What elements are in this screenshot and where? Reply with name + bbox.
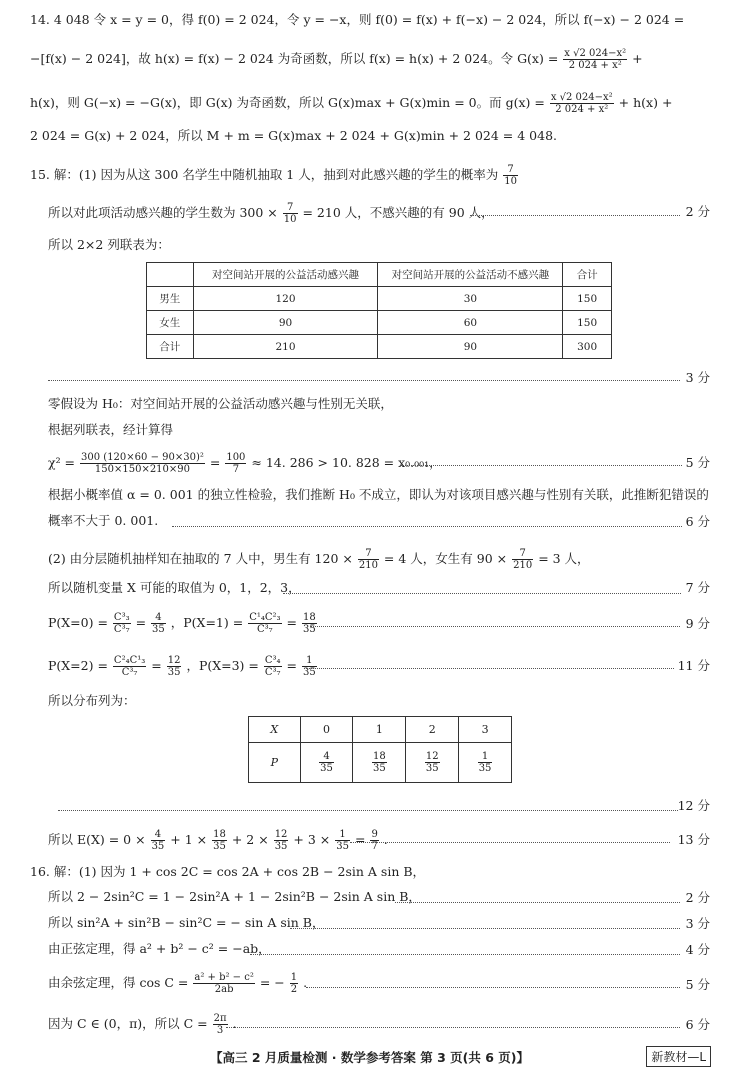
q14-line3: h(x)，则 G(−x) = −G(x)，即 G(x) 为奇函数，所以 G(x)max + G(x)min = 0。而 g(x) = $\frac{\text{x √2 024−x²}}{\text{2 024 + x²}}$ + h(x) + (30, 92, 673, 115)
q14-line1: 14. 4 048 令 x = y = 0，得 f(0) = 2 024，令 y = −x，则 f(0) = f(x) + f(−x) − 2 024，所以 f(−x) − 2 024 = (30, 12, 685, 27)
table-header: 对空间站开展的公益活动感兴趣 (193, 263, 378, 287)
q16-line4: 由正弦定理，得 a² + b² − c² = −ab， (48, 941, 271, 956)
q15-table-points: 3 分 (685, 370, 710, 385)
q15-conclusion-points: 6 分 (685, 514, 710, 529)
distribution-table (248, 716, 512, 783)
q14-line4: 2 024 = G(x) + 2 024，所以 M + m = G(x)max + 2 024 + G(x)min + 2 024 = 4 048. (30, 128, 558, 143)
q16-line2-points: 2 分 (685, 890, 710, 905)
q15-h0: 零假设为 H₀：对空间站开展的公益活动感兴趣与性别无关联， (48, 396, 393, 411)
q15-p2-points: 2 分 (685, 204, 710, 219)
table-header: 合计 (563, 263, 612, 287)
q15-prob-01-points: 9 分 (685, 616, 710, 631)
q15-dist-points: 12 分 (677, 798, 710, 813)
q15-dist-intro: 所以分布列为： (48, 693, 136, 708)
q16-line6: 因为 C ∈ (0，π)，所以 C = $\frac{2\pi}{3}$ . (48, 1013, 237, 1036)
q16-line6-points: 6 分 (685, 1017, 710, 1032)
q15-prob-23: P(X=2) = $\frac{\text{C²₄C¹₃}}{\text{C³₇}}$ = $\frac{12}{35}$ ，P(X=3) = $\frac{\text{C³₄}}{\text{C³₇}}$ = $\frac{1}{35}$ (48, 655, 316, 678)
q14-line2: −[f(x) − 2 024]，故 h(x) = f(x) − 2 024 为奇函数，所以 f(x) = h(x) + 2 024。令 G(x) = $\frac{\text{x √2 024−x²}}{\text{2 024 + x²}}$ + (30, 48, 643, 71)
q15-chi-points: 5 分 (685, 455, 710, 470)
q15-p1: 15. 解：(1) 因为从这 300 名学生中随机抽取 1 人，抽到对此感兴趣的学生的概率为 $\frac{7}{10}$ (30, 164, 517, 187)
q15-calc-intro: 根据列联表，经计算得 (48, 422, 174, 437)
q16-line4-points: 4 分 (685, 942, 710, 957)
q16-line1: 16. 解：(1) 因为 1 + cos 2C = cos 2A + cos 2B − 2sin A sin B， (30, 864, 426, 879)
q16-line5: 由余弦定理，得 cos C = $\frac{\text{a² + b² − c²}}{2ab}$ = − $\frac{1}{2}$ . (48, 972, 308, 995)
q16-line3-points: 3 分 (685, 916, 710, 931)
q15-prob-01: P(X=0) = $\frac{\text{C³₃}}{\text{C³₇}}$ = $\frac{4}{35}$ ，P(X=1) = $\frac{\text{C¹₄C²₃}}{\text{C³₇}}$ = $\frac{18}{35}$ (48, 612, 316, 635)
contingency-table (146, 262, 612, 359)
q15-prob-23-points: 11 分 (677, 658, 710, 673)
q15-values: 所以随机变量 X 可能的取值为 0，1，2，3， (48, 580, 301, 595)
table-header (147, 263, 194, 287)
q16-line3: 所以 sin²A + sin²B − sin²C = − sin A sin B， (48, 915, 325, 930)
q15-conclusion-2: 概率不大于 0. 001. (48, 513, 159, 528)
q15-p2: 所以对此项活动感兴趣的学生数为 300 × $\frac{7}{10}$ = 210 人，不感兴趣的有 90 人， (48, 202, 494, 225)
q15-values-points: 7 分 (685, 580, 710, 595)
table-row: X 0 1 2 3 (249, 717, 512, 743)
q15-p3: 所以 2×2 列联表为： (48, 237, 170, 252)
q16-line5-points: 5 分 (685, 977, 710, 992)
q16-line2: 所以 2 − 2sin²C = 1 − 2sin²A + 1 − 2sin²B − 2sin A sin B， (48, 889, 421, 904)
table-header: 对空间站开展的公益活动不感兴趣 (378, 263, 563, 287)
table-row: 合计 210 90 300 (147, 335, 612, 359)
q15-chi-square: χ² = $\frac{\text{300 (120×60 − 90×30)²}}{150\times 150\times 210\times 90}$ = $\frac{100}{7}$ ≈ 14. 286 > 10. 828 = x₀.₀₀₁， (48, 452, 442, 475)
table-row: P $\frac{4}{35}$ $\frac{18}{35}$ $\frac{12}{35}$ $\frac{1}{35}$ (249, 743, 512, 783)
q15-part2: (2) 由分层随机抽样知在抽取的 7 人中，男生有 120 × $\frac{7}{210}$ = 4 人，女生有 90 × $\frac{7}{210}$ = 3 人， (48, 548, 590, 571)
edition-badge: 新教材—L (646, 1046, 711, 1067)
table-row: 女生 90 60 150 (147, 311, 612, 335)
q15-expectation: 所以 E(X) = 0 × $\frac{4}{35}$ + 1 × $\frac{18}{35}$ + 2 × $\frac{12}{35}$ + 3 × $\frac{1}{35}$ = $\frac{9}{7}$ . (48, 829, 388, 852)
table-row: 男生 120 30 150 (147, 287, 612, 311)
q15-expectation-points: 13 分 (677, 832, 710, 847)
page-footer: 【高三 2 月质量检测 · 数学参考答案 第 3 页(共 6 页)】 (210, 1050, 529, 1065)
q15-conclusion-1: 根据小概率值 α = 0. 001 的独立性检验，我们推断 H₀ 不成立，即认为对该项目感兴趣与性别有关联，此推断犯错误的 (48, 487, 709, 502)
